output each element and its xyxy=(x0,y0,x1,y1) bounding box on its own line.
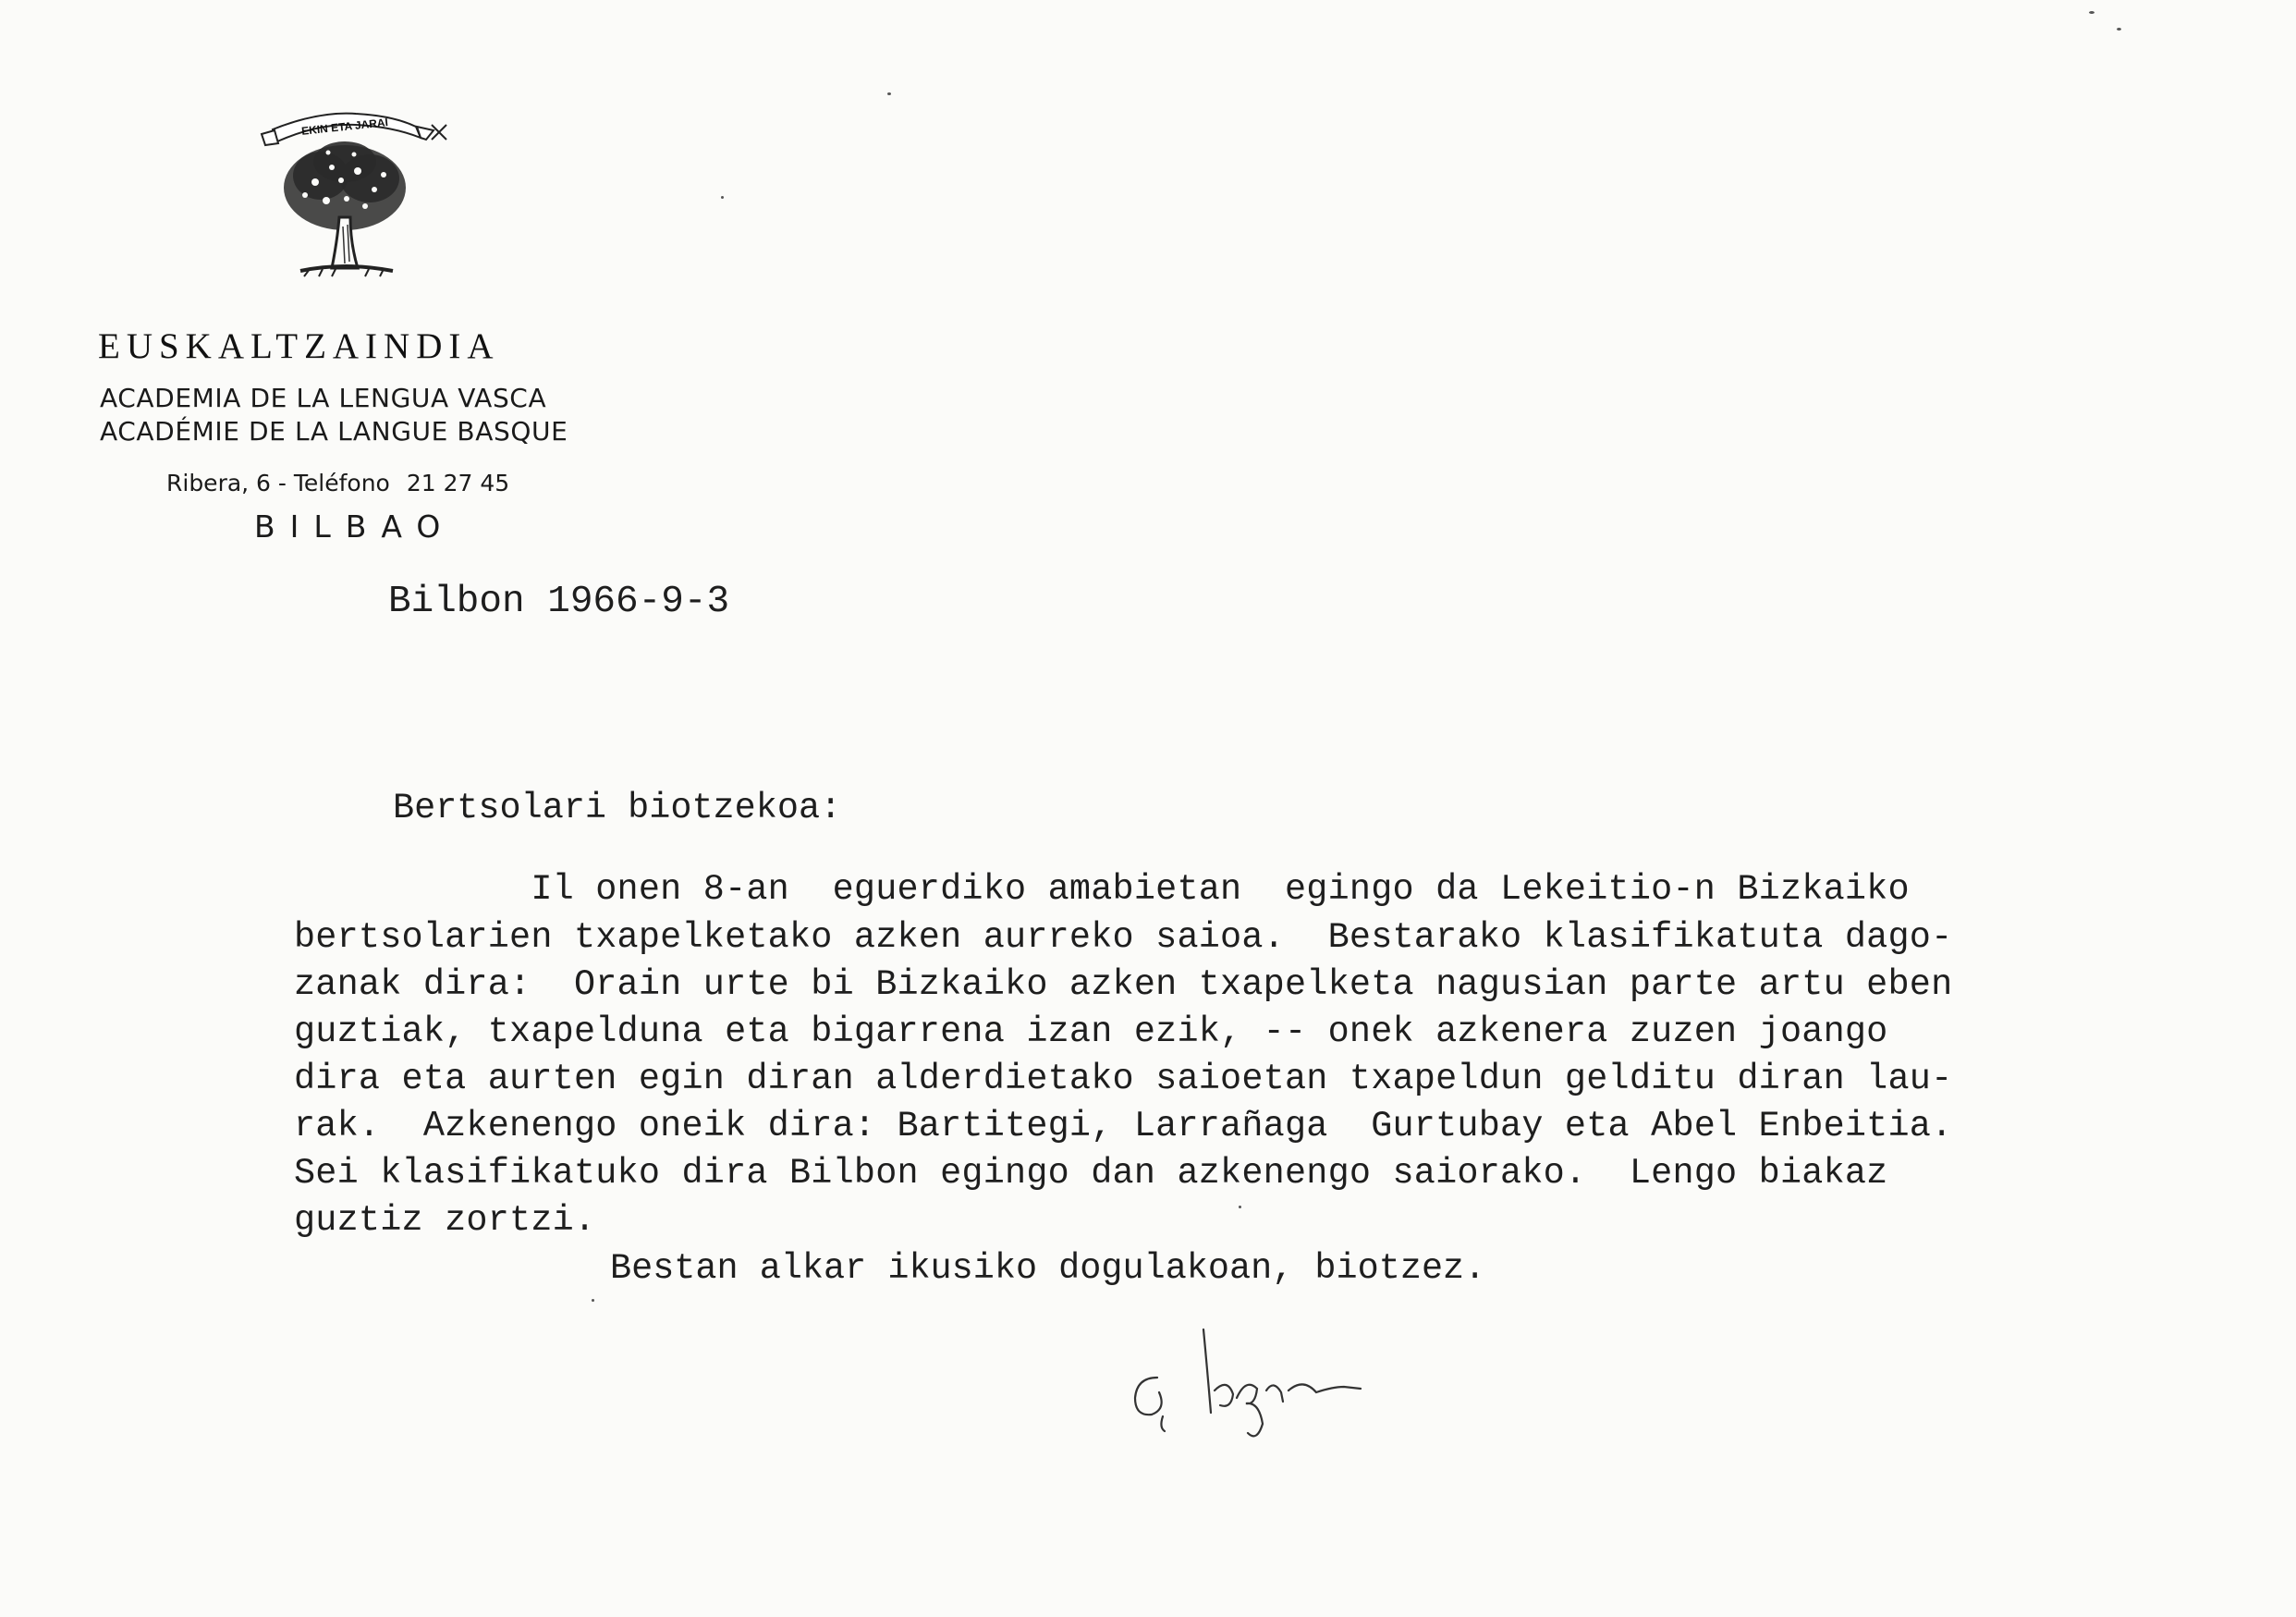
letter-closing: Bestan alkar ikusiko dogulakoan, biotzez. xyxy=(610,1248,1486,1289)
scan-speck xyxy=(2089,11,2094,14)
letter-date: Bilbon 1966-9-3 xyxy=(388,581,730,623)
scan-speck xyxy=(721,196,724,199)
phone-number: 21 27 45 xyxy=(406,470,510,496)
body-line: dira eta aurten egin diran alderdietako saioetan txapeldun gelditu diran lau- xyxy=(294,1059,1953,1099)
handwritten-signature xyxy=(1118,1313,1423,1452)
scan-speck xyxy=(2117,28,2121,31)
scan-speck xyxy=(1239,1206,1241,1208)
organization-name: EUSKALTZAINDIA xyxy=(98,326,500,366)
body-line: guztiak, txapelduna eta bigarrena izan ezik, -- onek azkenera zuzen joango xyxy=(294,1011,1888,1052)
logo-motto: EKIN ETA JARAI xyxy=(300,116,389,138)
scan-speck xyxy=(592,1299,594,1302)
scan-speck xyxy=(887,92,891,95)
letter-salutation: Bertsolari biotzekoa: xyxy=(393,788,842,828)
body-line: rak. Azkenengo oneik dira: Bartitegi, Larrañaga Gurtubay eta Abel Enbeitia. xyxy=(294,1106,1953,1146)
organization-subtitle-french: ACADÉMIE DE LA LANGUE BASQUE xyxy=(100,416,568,447)
body-line: bertsolarien txapelketako azken aurreko saioa. Bestarako klasifikatuta dago- xyxy=(294,917,1953,958)
body-line: zanak dira: Orain urte bi Bizkaiko azken txapelketa nagusian parte artu eben xyxy=(294,964,1953,1005)
body-line: Sei klasifikatuko dira Bilbon egingo dan azkenengo saiorako. Lengo biakaz xyxy=(294,1153,1888,1194)
body-line: guztiz zortzi. xyxy=(294,1200,596,1241)
organization-city: BILBAO xyxy=(254,508,456,545)
organization-address xyxy=(166,470,509,496)
address-text: Ribera, 6 - Teléfono xyxy=(166,470,390,496)
tree-logo-icon xyxy=(236,79,467,291)
organization-subtitle-spanish: ACADEMIA DE LA LENGUA VASCA xyxy=(100,383,547,413)
body-line: Il onen 8-an eguerdiko amabietan egingo da Lekeitio-n Bizkaiko xyxy=(294,869,1910,910)
